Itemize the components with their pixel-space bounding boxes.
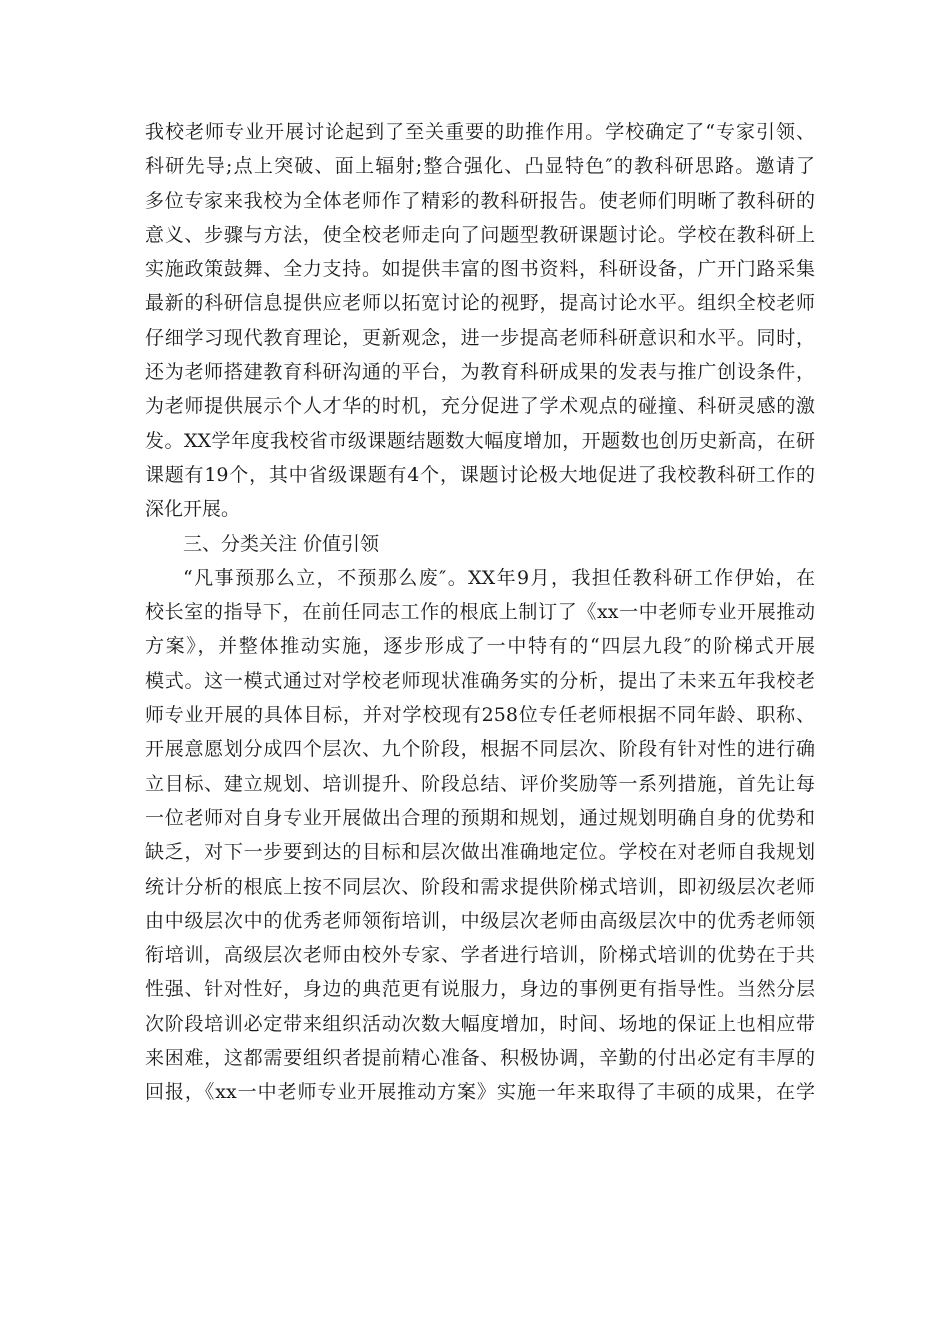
text-line: 科研先导;点上突破、面上辐射;整合强化、凸显特色″的教科研思路。邀请了	[145, 155, 815, 178]
text-line: 来困难，这都需要组织者提前精心准备、积极协调，辛勤的付出必定有丰厚的	[145, 1047, 815, 1070]
text-line: 深化开展。	[145, 498, 241, 521]
text-line: 师专业开展的具体目标，并对学校现有258位专任老师根据不同年龄、职称、	[145, 704, 815, 727]
text-line: 性强、针对性好，身边的典范更有说服力，身边的事例更有指导性。当然分层	[145, 978, 815, 1001]
text-line: 模式。这一模式通过对学校老师现状准确务实的分析，提出了未来五年我校老	[145, 669, 815, 692]
text-line: 由中级层次中的优秀老师领衔培训，中级层次老师由高级层次中的优秀老师领	[145, 909, 815, 932]
text-line: 开展意愿划分成四个层次、九个阶段，根据不同层次、阶段有针对性的进行确	[145, 738, 815, 761]
text-line: 回报，《xx一中老师专业开展推动方案》实施一年来取得了丰硕的成果，在学	[145, 1081, 815, 1104]
text-line: 为老师提供展示个人才华的时机，充分促进了学术观点的碰撞、科研灵感的激	[145, 395, 815, 418]
text-line: 一位老师对自身专业开展做出合理的预期和规划，通过规划明确自身的优势和	[145, 806, 815, 829]
text-line: 统计分析的根底上按不同层次、阶段和需求提供阶梯式培训，即初级层次老师	[145, 875, 815, 898]
text-line: 校长室的指导下，在前任同志工作的根底上制订了《xx一中老师专业开展推动	[145, 601, 815, 624]
text-line: 意义、步骤与方法，使全校老师走向了问题型教研课题讨论。学校在教科研上	[145, 223, 815, 246]
paragraph-research-support	[145, 115, 815, 527]
text-line: 发。XX学年度我校省市级课题结题数大幅度增加，开题数也创历史新高，在研	[145, 429, 815, 452]
text-line: 实施政策鼓舞、全力支持。如提供丰富的图书资料，科研设备，广开门路采集	[145, 258, 815, 281]
text-line: 方案》，并整体推动实施，逐步形成了一中特有的“四层九段″的阶梯式开展	[145, 635, 815, 658]
section-heading: 三、分类关注 价值引领	[183, 532, 380, 555]
text-line: 多位专家来我校为全体老师作了精彩的教科研报告。使老师们明晰了教科研的	[145, 189, 815, 212]
text-line: 衔培训，高级层次老师由校外专家、学者进行培训，阶梯式培训的优势在于共	[145, 944, 815, 967]
text-line: 次阶段培训必定带来组织活动次数大幅度增加，时间、场地的保证上也相应带	[145, 1012, 815, 1035]
body-text	[145, 115, 815, 1110]
text-line: 最新的科研信息提供应老师以拓宽讨论的视野，提高讨论水平。组织全校老师	[145, 292, 815, 315]
paragraph-classification	[145, 561, 815, 1110]
text-line: 立目标、建立规划、培训提升、阶段总结、评价奖励等一系列措施，首先让每	[145, 772, 815, 795]
text-line: 我校老师专业开展讨论起到了至关重要的助推作用。学校确定了“专家引领、	[145, 121, 815, 143]
text-line: 还为老师搭建教育科研沟通的平台，为教育科研成果的发表与推广创设条件，	[145, 361, 815, 384]
text-line: 课题有19个，其中省级课题有4个，课题讨论极大地促进了我校教科研工作的	[145, 463, 815, 486]
text-line: “凡事预那么立，不预那么废″。XX年9月，我担任教科研工作伊始，在	[183, 566, 815, 589]
text-line: 仔细学习现代教育理论，更新观念，进一步提高老师科研意识和水平。同时，	[145, 326, 815, 349]
text-line: 缺乏，对下一步要到达的目标和层次做出准确地定位。学校在对老师自我规划	[145, 841, 815, 864]
